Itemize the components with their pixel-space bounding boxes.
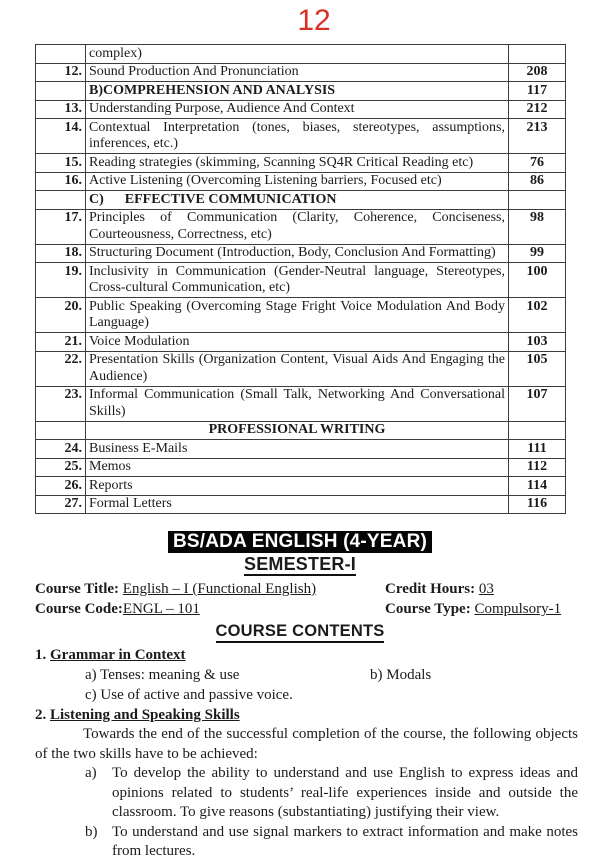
toc-row (36, 458, 566, 477)
toc-table-body (36, 45, 566, 514)
toc-row (36, 351, 566, 386)
toc-row-number: 22. (36, 351, 86, 386)
course-info-row-1 (35, 579, 580, 599)
toc-topic: Presentation Skills (Organization Content, Visual Aids And Engaging the Audience) (86, 351, 509, 386)
section1-item-b: b) Modals (370, 667, 432, 683)
toc-row (36, 119, 566, 154)
toc-page-number: 98 (509, 209, 566, 244)
toc-row (36, 386, 566, 421)
toc-row (36, 477, 566, 496)
toc-page-number: 117 (509, 82, 566, 101)
toc-topic: Understanding Purpose, Audience And Context (86, 100, 509, 119)
toc-page-number: 107 (509, 386, 566, 421)
toc-page-number (509, 45, 566, 64)
credit-hours-label: Credit Hours: (385, 581, 476, 597)
toc-topic: C) EFFECTIVE COMMUNICATION (86, 191, 509, 210)
toc-row-number (36, 421, 86, 440)
page-number: 12 (297, 4, 331, 37)
toc-topic: Structuring Document (Introduction, Body, Conclusion And Formatting) (86, 244, 509, 263)
toc-row-number: 23. (36, 386, 86, 421)
section1-item-c: c) Use of active and passive voice. (85, 687, 293, 703)
toc-page-number (509, 421, 566, 440)
section1-title (35, 645, 578, 665)
course-info-row-2 (35, 599, 580, 619)
section2-number: 2. (35, 707, 47, 723)
course-type-value: Compulsory-1 (474, 601, 562, 617)
toc-page-number: 76 (509, 154, 566, 173)
toc-row (36, 209, 566, 244)
section1-title-text: Grammar in Context (50, 647, 186, 663)
program-title-wrap (0, 531, 600, 553)
toc-row-number (36, 45, 86, 64)
course-code-label: Course Code: (35, 601, 123, 617)
toc-row (36, 495, 566, 514)
section1-number: 1. (35, 647, 47, 663)
section2-title (35, 705, 578, 725)
credit-hours-value: 03 (478, 581, 494, 597)
toc-page-number: 213 (509, 119, 566, 154)
toc-page-number: 102 (509, 298, 566, 333)
toc-row-number: 12. (36, 63, 86, 82)
toc-page-number: 114 (509, 477, 566, 496)
contents-heading: COURSE CONTENTS (216, 621, 385, 643)
objective-text: To develop the ability to understand and use English to express ideas and opinions related to students’ real-life experiences inside and outside the classroom. To give reasons (substantiating) justifying their view. (112, 765, 578, 820)
course-title-label: Course Title: (35, 581, 120, 597)
toc-page-number (509, 191, 566, 210)
toc-row-number (36, 191, 86, 210)
toc-topic: Voice Modulation (86, 333, 509, 352)
objective-marker: a) (85, 765, 97, 781)
objective-item (35, 764, 578, 823)
toc-page-number: 86 (509, 172, 566, 191)
section1-items-ab (35, 665, 578, 685)
toc-page-number: 103 (509, 333, 566, 352)
toc-topic: Formal Letters (86, 495, 509, 514)
course-code-value: ENGL – 101 (122, 601, 200, 617)
toc-row (36, 263, 566, 298)
toc-row-number: 25. (36, 458, 86, 477)
toc-row-number: 15. (36, 154, 86, 173)
credit-hours-field (385, 579, 494, 599)
section2-title-text: Listening and Speaking Skills (50, 707, 240, 723)
toc-row (36, 440, 566, 459)
toc-row (36, 172, 566, 191)
toc-page-number: 111 (509, 440, 566, 459)
toc-row-number: 26. (36, 477, 86, 496)
toc-row (36, 154, 566, 173)
toc-page-number: 112 (509, 458, 566, 477)
toc-topic: Active Listening (Overcoming Listening barriers, Focused etc) (86, 172, 509, 191)
toc-topic: complex) (86, 45, 509, 64)
toc-table (35, 44, 566, 514)
course-title-field (35, 579, 385, 599)
toc-row-number (36, 82, 86, 101)
toc-page-number: 105 (509, 351, 566, 386)
toc-row-number: 16. (36, 172, 86, 191)
toc-row-number: 21. (36, 333, 86, 352)
section2-intro-paragraph: Towards the end of the successful completion of the course, the following objects of the two skills have to be achieved: (35, 726, 578, 762)
toc-row-number: 17. (36, 209, 86, 244)
toc-row (36, 82, 566, 101)
toc-topic: Inclusivity in Communication (Gender-Neutral language, Stereotypes, Cross-cultural Communication, etc) (86, 263, 509, 298)
toc-topic: Principles of Communication (Clarity, Coherence, Conciseness, Courteousness, Correctness, etc) (86, 209, 509, 244)
toc-row (36, 63, 566, 82)
toc-page-number: 100 (509, 263, 566, 298)
toc-topic: Business E-Mails (86, 440, 509, 459)
course-contents-body (35, 645, 578, 862)
toc-row (36, 333, 566, 352)
program-title: BS/ADA ENGLISH (4-YEAR) (168, 531, 432, 553)
toc-topic: Informal Communication (Small Talk, Networking And Conversational Skills) (86, 386, 509, 421)
toc-topic: Memos (86, 458, 509, 477)
course-type-field (385, 599, 561, 619)
course-type-label: Course Type: (385, 601, 471, 617)
toc-topic: Contextual Interpretation (tones, biases, stereotypes, assumptions, inferences, etc.) (86, 119, 509, 154)
toc-topic: Reading strategies (skimming, Scanning SQ4R Critical Reading etc) (86, 154, 509, 173)
toc-row-number: 19. (36, 263, 86, 298)
course-info (35, 579, 580, 619)
contents-heading-wrap (0, 621, 600, 643)
semester-heading: SEMESTER-I (243, 554, 356, 574)
toc-page-number: 212 (509, 100, 566, 119)
course-title-value: English – I (Functional English) (122, 581, 317, 597)
objective-text: To understand and use signal markers to extract information and make notes from lectures. (112, 823, 578, 859)
toc-row-number: 20. (36, 298, 86, 333)
toc-topic: Public Speaking (Overcoming Stage Fright Voice Modulation And Body Language) (86, 298, 509, 333)
toc-row-number: 18. (36, 244, 86, 263)
objective-marker: b) (85, 823, 98, 840)
toc-row (36, 298, 566, 333)
toc-row-number: 13. (36, 100, 86, 119)
toc-row (36, 45, 566, 64)
toc-topic: B)COMPREHENSION AND ANALYSIS (86, 82, 509, 101)
toc-page-number: 99 (509, 244, 566, 263)
toc-topic: Reports (86, 477, 509, 496)
toc-row (36, 244, 566, 263)
toc-row-number: 24. (36, 440, 86, 459)
toc-page-number: 208 (509, 63, 566, 82)
toc-page-number: 116 (509, 495, 566, 514)
semester-wrap (0, 554, 600, 576)
toc-row (36, 421, 566, 440)
toc-row-number: 27. (36, 495, 86, 514)
toc-row-number: 14. (36, 119, 86, 154)
toc-topic: Sound Production And Pronunciation (86, 63, 509, 82)
objective-item (35, 823, 578, 862)
course-code-field (35, 599, 385, 619)
toc-row (36, 191, 566, 210)
toc-row (36, 100, 566, 119)
section1-item-a: a) Tenses: meaning & use (85, 667, 240, 683)
toc-topic: PROFESSIONAL WRITING (86, 421, 509, 440)
